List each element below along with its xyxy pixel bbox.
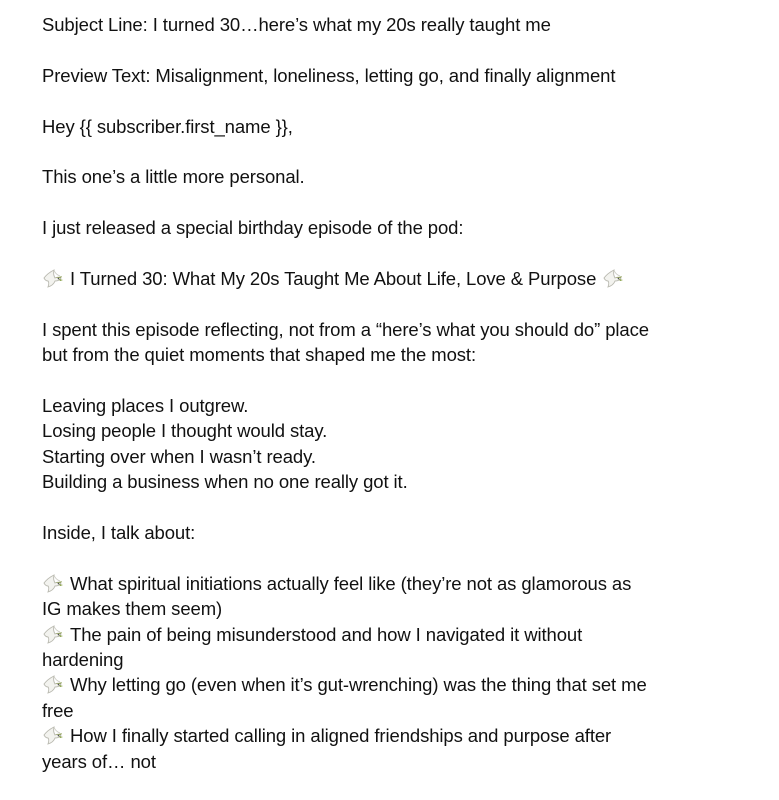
- topic-item: [42, 672, 732, 723]
- topic-text: Why letting go (even when it’s gut-wrenching) was the thing that set me: [70, 674, 647, 696]
- preview-value: Misalignment, loneliness, letting go, and finally alignment: [155, 64, 616, 86]
- reflection-paragraph: [42, 317, 732, 368]
- dove-icon: [42, 726, 64, 746]
- episode-title-text: I Turned 30: What My 20s Taught Me About Life, Love & Purpose: [70, 267, 597, 289]
- moment-line: Leaving places I outgrew.: [42, 394, 249, 416]
- dove-icon: [42, 269, 64, 289]
- subject-line: [42, 12, 732, 37]
- moment-line: Building a business when no one really got it.: [42, 471, 408, 493]
- intro-line: This one’s a little more personal.: [42, 166, 305, 188]
- moment-line: Losing people I thought would stay.: [42, 420, 328, 442]
- topic-text-continued: IG makes them seem): [42, 598, 223, 620]
- topic-item: [42, 622, 732, 673]
- topic-item: [42, 571, 732, 622]
- topic-text: The pain of being misunderstood and how I navigated it without: [70, 623, 583, 645]
- topic-text-continued: free: [42, 699, 74, 721]
- moments-list: [42, 393, 732, 495]
- topic-text-continued: years of… not: [42, 750, 156, 772]
- inside-heading: Inside, I talk about:: [42, 522, 196, 543]
- topic-text-continued: hardening: [42, 649, 124, 671]
- subject-text: I turned 30…here’s what my 20s really taught me: [152, 14, 551, 35]
- greeting: Hey {{ subscriber.first_name }},: [42, 115, 293, 137]
- moment-line: Starting over when I wasn’t ready.: [42, 445, 316, 467]
- preview-text: [42, 63, 732, 88]
- dove-icon: [602, 269, 624, 289]
- dove-icon: [42, 675, 64, 695]
- release-line: I just released a special birthday episode of the pod:: [42, 217, 464, 239]
- topic-text: What spiritual initiations actually feel like (they’re not as glamorous as: [70, 572, 632, 594]
- topic-text: How I finally started calling in aligned friendships and purpose after: [70, 725, 612, 747]
- dove-icon: [42, 574, 64, 594]
- reflection-line: but from the quiet moments that shaped me the most:: [42, 344, 476, 366]
- email-draft: [42, 12, 732, 774]
- dove-icon: [42, 625, 64, 645]
- preview-label: Preview Text:: [42, 64, 151, 86]
- topics-list: [42, 571, 732, 774]
- subject-label: Subject Line:: [42, 14, 148, 35]
- episode-title: [42, 266, 732, 291]
- reflection-line: I spent this episode reflecting, not from a “here’s what you should do” place: [42, 318, 649, 340]
- topic-item: [42, 723, 732, 774]
